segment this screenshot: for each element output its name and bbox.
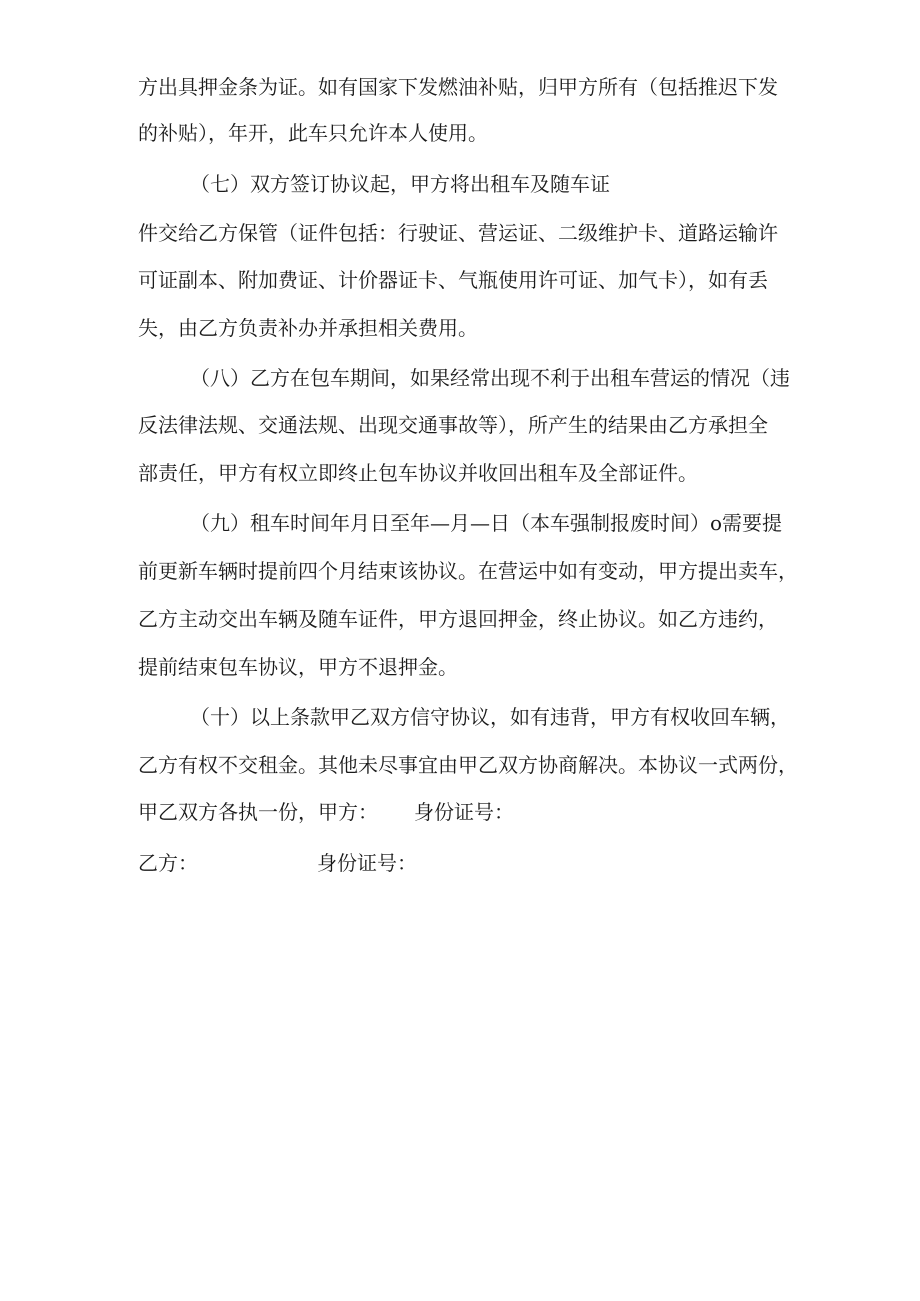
clause-10-line-2: 乙方有权不交租金。其他未尽事宜由甲乙双方协商解决。本协议一式两份， <box>138 753 798 777</box>
clause-7-line-2: 件交给乙方保管（证件包括：行驶证、营运证、二级维护卡、道路运输许 <box>138 221 778 245</box>
clause-9-line-1: （九）租车时间年月日至年—月—日（本车强制报废时间）o需要提 <box>190 511 783 535</box>
party-b-label: 乙方： <box>138 851 198 875</box>
clause-9-line-3: 乙方主动交出车辆及随车证件，甲方退回押金，终止协议。如乙方违约， <box>138 607 778 631</box>
party-b-id-label: 身份证号： <box>317 851 417 875</box>
clause-10-line-1: （十）以上条款甲乙双方信守协议，如有违背，甲方有权收回车辆， <box>190 705 790 729</box>
signature-line-party-a <box>138 800 514 824</box>
text-line-1: 方出具押金条为证。如有国家下发燃油补贴，归甲方所有（包括推迟下发 <box>138 75 778 99</box>
clause-7-line-3: 可证副本、附加费证、计价器证卡、气瓶使用许可证、加气卡），如有丢 <box>138 268 768 292</box>
clause-9-line-2: 前更新车辆时提前四个月结束该协议。在营运中如有变动，甲方提出卖车， <box>138 559 798 583</box>
party-a-label: 甲乙双方各执一份，甲方： <box>138 800 378 824</box>
text-line-2: 的补贴），年开，此车只允许本人使用。 <box>138 121 488 145</box>
clause-8-line-2: 反法律法规、交通法规、出现交通事故等），所产生的结果由乙方承担全 <box>138 413 768 437</box>
clause-9-line-4: 提前结束包车协议，甲方不退押金。 <box>138 655 458 679</box>
clause-7-line-4: 失，由乙方负责补办并承担相关费用。 <box>138 316 478 340</box>
party-a-id-label: 身份证号： <box>414 800 514 824</box>
signature-line-party-b <box>138 851 417 875</box>
clause-7-line-1: （七）双方签订协议起，甲方将出租车及随车证 <box>190 172 610 196</box>
clause-8-line-3: 部责任，甲方有权立即终止包车协议并收回出租车及全部证件。 <box>138 461 698 485</box>
clause-8-line-1: （八）乙方在包车期间，如果经常出现不利于出租车营运的情况（违 <box>190 366 790 390</box>
